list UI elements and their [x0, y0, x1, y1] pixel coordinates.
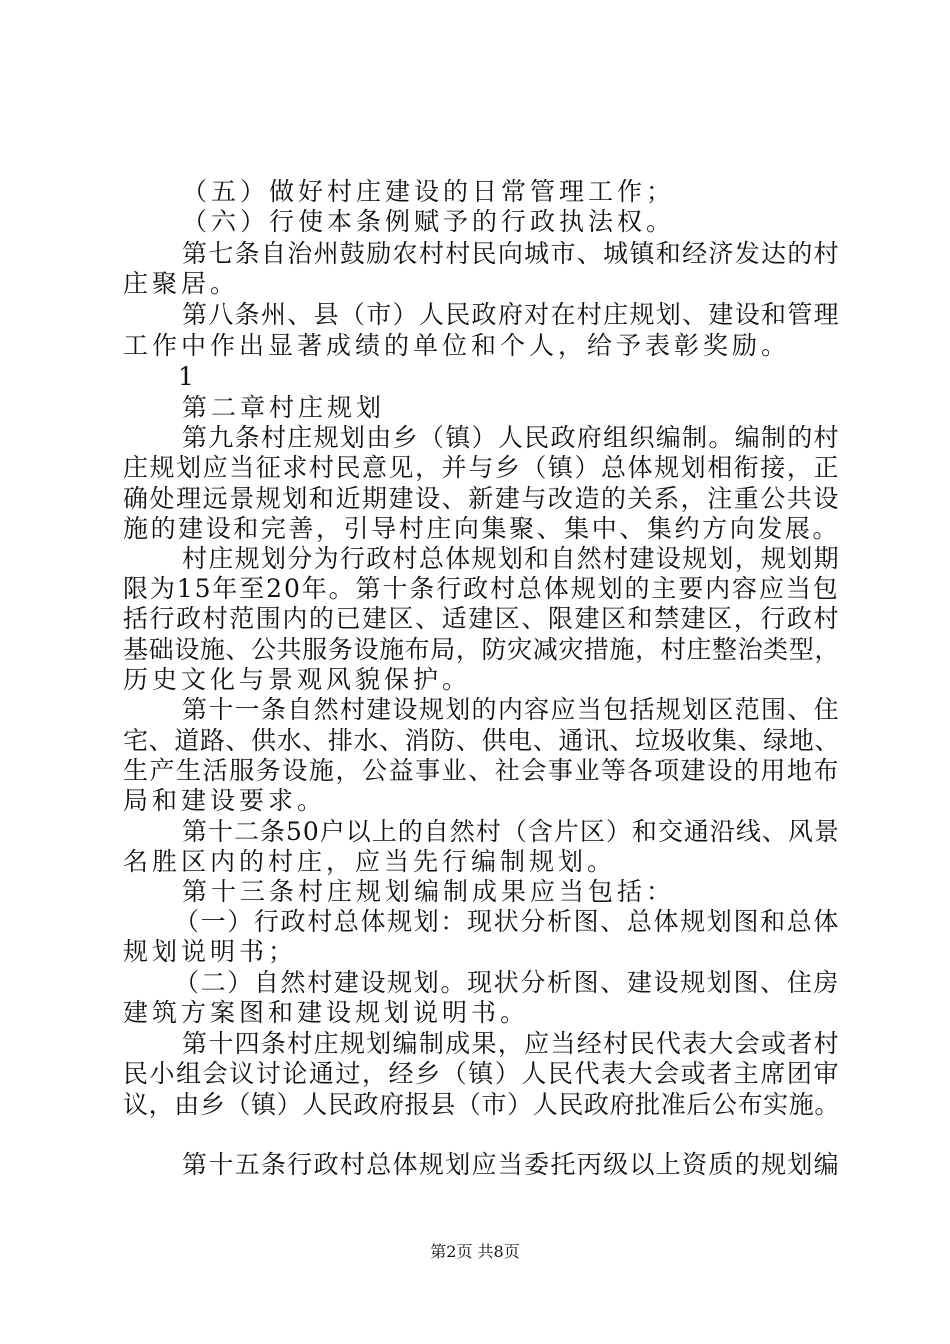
- text-line: 庄规划应当征求村民意见，并与乡（镇）总体规划相衔接，正: [123, 453, 841, 482]
- text-line: 第七条自治州鼓励农村村民向城市、城镇和经济发达的村: [182, 239, 841, 268]
- text-line: 第八条州、县（市）人民政府对在村庄规划、建设和管理: [182, 300, 841, 329]
- text-line: （一）行政村总体规划：现状分析图、总体规划图和总体: [174, 907, 841, 936]
- text-line: 第十五条行政村总体规划应当委托丙级以上资质的规划编: [182, 1150, 841, 1179]
- text-line: 第十四条村庄规划编制成果，应当经村民代表大会或者村: [182, 1029, 841, 1058]
- text-line: 民小组会议讨论通过，经乡（镇）人民代表大会或者主席团审: [123, 1059, 841, 1088]
- text-line: 生产生活服务设施，公益事业、社会事业等各项建设的用地布: [123, 756, 841, 785]
- text-line: 第十三条村庄规划编制成果应当包括：: [182, 877, 676, 906]
- chapter-heading: 第二章村庄规划: [182, 393, 386, 422]
- text-line: 第九条村庄规划由乡（镇）人民政府组织编制。编制的村: [182, 423, 841, 452]
- text-line: 工作中作出显著成绩的单位和个人，给予表彰奖励。: [123, 331, 791, 360]
- text-line: 议，由乡（镇）人民政府报县（市）人民政府批准后公布实施。: [123, 1090, 841, 1119]
- text-line: 施的建设和完善，引导村庄向集聚、集中、集约方向发展。: [123, 514, 841, 543]
- page-number-marker: 1: [178, 362, 198, 391]
- text-line: 建筑方案图和建设规划说明书。: [123, 998, 530, 1027]
- text-line: 基础设施、公共服务设施布局，防灾减灾措施，村庄整治类型，: [123, 635, 841, 664]
- text-line: 名胜区内的村庄，应当先行编制规划。: [123, 847, 617, 876]
- text-line: （二）自然村建设规划。现状分析图、建设规划图、住房: [174, 968, 841, 997]
- text-line: 括行政村范围内的已建区、适建区、限建区和禁建区，行政村: [123, 604, 841, 633]
- text-line: 确处理远景规划和近期建设、新建与改造的关系，注重公共设: [123, 484, 841, 513]
- text-line: 规划说明书；: [123, 937, 298, 966]
- text-line: 局和建设要求。: [123, 786, 327, 815]
- text-line: 村庄规划分为行政村总体规划和自然村建设规划，规划期: [182, 544, 841, 573]
- page-footer: 第2页 共8页: [430, 1242, 520, 1261]
- text-line: 宅、道路、供水、排水、消防、供电、通讯、垃圾收集、绿地、: [123, 726, 841, 755]
- text-line: 第十一条自然村建设规划的内容应当包括规划区范围、住: [182, 695, 841, 724]
- text-line: 第十二条50户以上的自然村（含片区）和交通沿线、风景: [182, 817, 840, 846]
- text-line: 历史文化与景观风貌保护。: [123, 665, 472, 694]
- text-line: 限为15年至20年。第十条行政村总体规划的主要内容应当包: [123, 574, 840, 603]
- text-line: （六）行使本条例赋予的行政执法权。: [182, 207, 676, 236]
- text-line: （五）做好村庄建设的日常管理工作；: [182, 177, 676, 206]
- text-line: 庄聚居。: [123, 269, 240, 298]
